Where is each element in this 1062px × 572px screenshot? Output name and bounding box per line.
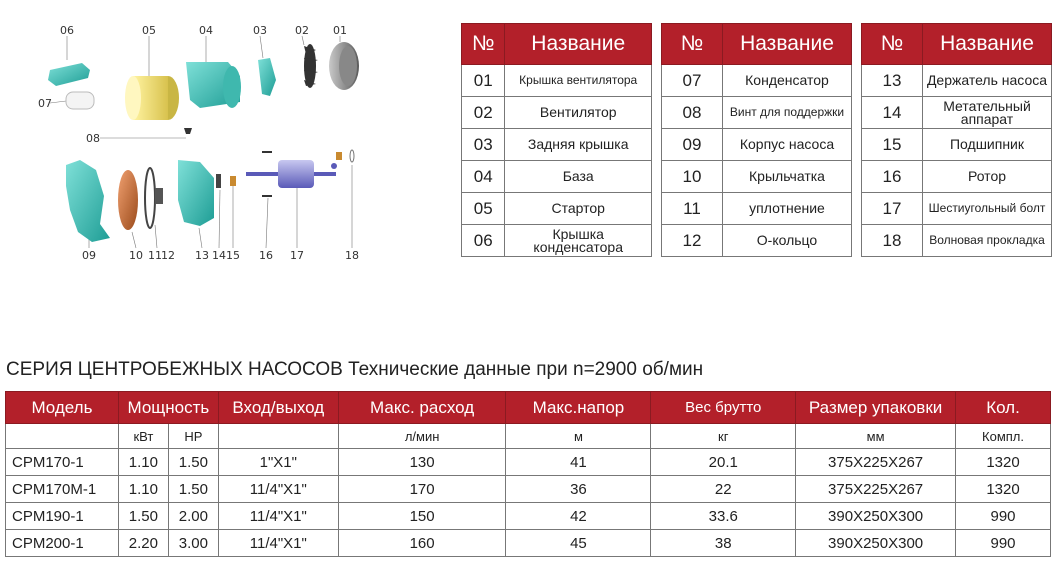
part-number: 04	[462, 161, 505, 193]
flow-cell: 150	[338, 503, 506, 530]
part-number: 08	[662, 97, 723, 129]
part-name: Метательный аппарат	[923, 97, 1052, 129]
weight-cell: 22	[651, 476, 796, 503]
diagram-label: 08	[86, 132, 100, 145]
weight-cell: 33.6	[651, 503, 796, 530]
kw-cell: 1.10	[118, 476, 168, 503]
unit-cell: HP	[168, 424, 218, 449]
part-name: Крышка конденсатора	[505, 225, 652, 257]
qty-cell: 990	[956, 530, 1051, 557]
diagram-label: 01	[333, 24, 347, 37]
unit-cell: кг	[651, 424, 796, 449]
part-number: 06	[462, 225, 505, 257]
part-number: 18	[862, 225, 923, 257]
pump-drawing	[0, 0, 440, 280]
part-number: 05	[462, 193, 505, 225]
part-number: 10	[662, 161, 723, 193]
head-cell: 36	[506, 476, 651, 503]
part-name: Конденсатор	[723, 65, 852, 97]
unit-cell: мм	[796, 424, 956, 449]
part-number: 09	[662, 129, 723, 161]
diagram-label: 05	[142, 24, 156, 37]
part-name: Ротор	[923, 161, 1052, 193]
flow-cell: 160	[338, 530, 506, 557]
unit-cell: Компл.	[956, 424, 1051, 449]
diagram-label: 07	[38, 97, 52, 110]
hp-cell: 1.50	[168, 449, 218, 476]
table-row	[6, 476, 1051, 503]
inout-cell: 11/4"X1"	[218, 476, 338, 503]
diagram-label: 02	[295, 24, 309, 37]
qty-cell: 1320	[956, 476, 1051, 503]
diagram-label: 06	[60, 24, 74, 37]
part-name: Винт для поддержки	[723, 97, 852, 129]
part-name: Подшипник	[923, 129, 1052, 161]
col-header-pack: Размер упаковки	[796, 392, 956, 424]
part-number: 07	[662, 65, 723, 97]
col-header-weight: Вес брутто	[651, 392, 796, 424]
head-cell: 41	[506, 449, 651, 476]
diagram-label: 16	[259, 249, 273, 262]
diagram-label: 03	[253, 24, 267, 37]
pack-cell: 390X250X300	[796, 530, 956, 557]
unit-cell	[218, 424, 338, 449]
part-name: Держатель насоса	[923, 65, 1052, 97]
diagram-label: 09	[82, 249, 96, 262]
kw-cell: 2.20	[118, 530, 168, 557]
kw-cell: 1.50	[118, 503, 168, 530]
inout-cell: 1"X1"	[218, 449, 338, 476]
col-header-number: №	[862, 24, 923, 65]
diagram-label: 13	[195, 249, 209, 262]
diagram-label: 11	[148, 249, 162, 262]
model-cell: CPM190-1	[6, 503, 119, 530]
part-number: 01	[462, 65, 505, 97]
part-number: 12	[662, 225, 723, 257]
part-number: 17	[862, 193, 923, 225]
unit-cell	[6, 424, 119, 449]
part-name: Корпус насоса	[723, 129, 852, 161]
parts-table-3	[861, 23, 1052, 257]
part-number: 16	[862, 161, 923, 193]
diagram-label: 17	[290, 249, 304, 262]
col-header-qty: Кол.	[956, 392, 1051, 424]
part-name: Вентилятор	[505, 97, 652, 129]
pack-cell: 375X225X267	[796, 449, 956, 476]
diagram-label: 12	[161, 249, 175, 262]
parts-table-1	[461, 23, 652, 257]
model-cell: CPM170M-1	[6, 476, 119, 503]
unit-cell: м	[506, 424, 651, 449]
diagram-label: 10	[129, 249, 143, 262]
spec-table	[5, 391, 1051, 557]
qty-cell: 1320	[956, 449, 1051, 476]
diagram-label: 14	[212, 249, 226, 262]
col-header-flow: Макс. расход	[338, 392, 506, 424]
part-name: Волновая прокладка	[923, 225, 1052, 257]
exploded-diagram	[0, 0, 440, 280]
hp-cell: 2.00	[168, 503, 218, 530]
unit-cell: л/мин	[338, 424, 506, 449]
units-row	[6, 424, 1051, 449]
col-header-number: №	[462, 24, 505, 65]
part-name: Шестиугольный болт	[923, 193, 1052, 225]
inout-cell: 11/4"X1"	[218, 530, 338, 557]
hp-cell: 1.50	[168, 476, 218, 503]
part-name: База	[505, 161, 652, 193]
col-header-name: Название	[505, 24, 652, 65]
table-row	[6, 449, 1051, 476]
part-number: 03	[462, 129, 505, 161]
pack-cell: 390X250X300	[796, 503, 956, 530]
part-name: Крышка вентилятора	[505, 65, 652, 97]
head-cell: 42	[506, 503, 651, 530]
parts-table-2	[661, 23, 852, 257]
diagram-label: 18	[345, 249, 359, 262]
table-row	[6, 503, 1051, 530]
part-name: Стартор	[505, 193, 652, 225]
part-number: 14	[862, 97, 923, 129]
col-header-inout: Вход/выход	[218, 392, 338, 424]
kw-cell: 1.10	[118, 449, 168, 476]
pack-cell: 375X225X267	[796, 476, 956, 503]
model-cell: CPM170-1	[6, 449, 119, 476]
col-header-head: Макс.напор	[506, 392, 651, 424]
part-number: 15	[862, 129, 923, 161]
flow-cell: 130	[338, 449, 506, 476]
col-header-name: Название	[723, 24, 852, 65]
table-row	[6, 530, 1051, 557]
part-name: О-кольцо	[723, 225, 852, 257]
weight-cell: 38	[651, 530, 796, 557]
qty-cell: 990	[956, 503, 1051, 530]
part-number: 02	[462, 97, 505, 129]
diagram-label: 04	[199, 24, 213, 37]
hp-cell: 3.00	[168, 530, 218, 557]
diagram-label: 15	[226, 249, 240, 262]
part-name: Задняя крышка	[505, 129, 652, 161]
head-cell: 45	[506, 530, 651, 557]
part-name: уплотнение	[723, 193, 852, 225]
part-name: Крыльчатка	[723, 161, 852, 193]
flow-cell: 170	[338, 476, 506, 503]
unit-cell: кВт	[118, 424, 168, 449]
spec-title: СЕРИЯ ЦЕНТРОБЕЖНЫХ НАСОСОВ Технические данные при n=2900 об/мин	[6, 359, 704, 380]
model-cell: CPM200-1	[6, 530, 119, 557]
col-header-model: Модель	[6, 392, 119, 424]
part-number: 11	[662, 193, 723, 225]
col-header-power: Мощность	[118, 392, 218, 424]
weight-cell: 20.1	[651, 449, 796, 476]
col-header-name: Название	[923, 24, 1052, 65]
part-number: 13	[862, 65, 923, 97]
inout-cell: 11/4"X1"	[218, 503, 338, 530]
col-header-number: №	[662, 24, 723, 65]
